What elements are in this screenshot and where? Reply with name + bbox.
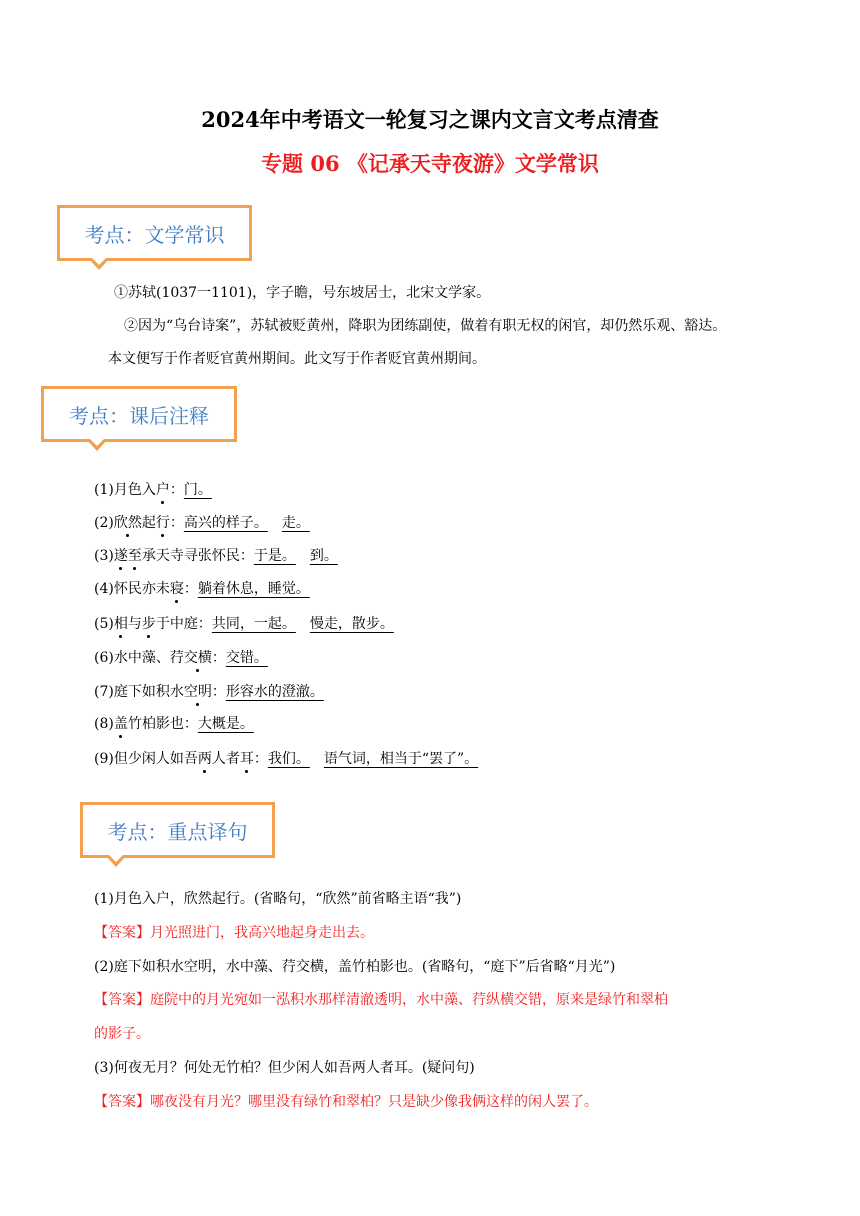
emphasis-char: 遂 — [113, 548, 128, 564]
emphasis-char: 空明 — [183, 684, 212, 700]
annotation-item: (9)但少闲人如吾两人者耳：我们。 语气词，相当于“罢了”。 — [94, 751, 479, 767]
annotation-answer: 于是。 — [253, 548, 296, 564]
emphasis-char: 行 — [155, 515, 170, 531]
annotation-answer: 我们。 — [267, 751, 310, 767]
annotation-answer: 语气词，相当于“罢了”。 — [323, 751, 479, 767]
emphasis-char: 交横 — [183, 650, 212, 666]
annotation-item: (6)水中藻、荇交横：交错。 — [94, 650, 268, 666]
annotation-answer: 到。 — [309, 548, 338, 564]
annotation-answer: 形容水的澄澈。 — [225, 684, 324, 700]
document-title: 2024年中考语文一轮复习之课内文言文考点清查 — [201, 107, 659, 132]
answer-line: 【答案】庭院中的月光宛如一泓积水那样清澈透明，水中藻、荇纵横交错，原来是绿竹和翠柏 — [94, 992, 668, 1008]
annotation-item: (7)庭下如积水空明：形容水的澄澈。 — [94, 684, 324, 700]
emphasis-char: 寝 — [169, 581, 184, 597]
annotation-answer: 躺着休息，睡觉。 — [197, 581, 310, 597]
emphasis-char: 欣然 — [113, 515, 142, 531]
annotation-answer: 大概是。 — [197, 716, 254, 732]
document-subtitle: 专题 06 《记承天寺夜游》文学常识 — [261, 151, 599, 176]
annotation-answer: 共同，一起。 — [211, 616, 296, 632]
annotation-answer: 交错。 — [225, 650, 268, 666]
emphasis-char: 至 — [127, 548, 142, 564]
section-tag-annotations — [41, 386, 237, 442]
answer-line: 【答案】月光照进门，我高兴地起身走出去。 — [94, 925, 374, 941]
annotation-item: (5)相与步于中庭：共同，一起。 慢走，散步。 — [94, 616, 394, 632]
annotation-item: (8)盖竹柏影也：大概是。 — [94, 716, 254, 732]
annotation-item: (1)月色入户：门。 — [94, 482, 212, 498]
annotation-item: (2)欣然起行：高兴的样子。 走。 — [94, 515, 310, 531]
answer-line: 【答案】哪夜没有月光？哪里没有绿竹和翠柏？只是缺少像我俩这样的闲人罢了。 — [94, 1094, 598, 1110]
annotation-answer: 慢走，散步。 — [309, 616, 394, 632]
section-tag-label: 考点：重点译句 — [107, 819, 248, 844]
annotation-answer: 高兴的样子。 — [183, 515, 268, 531]
paragraph-line: 本文便写于作者贬官黄州期间。此文写于作者贬官黄州期间。 — [108, 351, 486, 367]
annotation-answer: 走。 — [281, 515, 310, 531]
section-tag-literary-knowledge — [57, 205, 252, 261]
paragraph-line: ①苏轼(1037一1101)，字子瞻，号东坡居士，北宋文学家。 — [114, 285, 491, 301]
answer-line: 的影子。 — [94, 1026, 150, 1042]
section-tag-key-translation — [80, 802, 275, 858]
section-tag-label: 考点：文学常识 — [84, 222, 225, 247]
emphasis-char: 户 — [155, 482, 170, 498]
question-line: (3)何夜无月？何处无竹柏？但少闲人如吾两人者耳。(疑问句) — [94, 1060, 475, 1076]
emphasis-char: 耳 — [239, 751, 254, 767]
question-line: (2)庭下如积水空明，水中藻、荇交横，盖竹柏影也。(省略句，“庭下”后省略“月光”) — [94, 959, 616, 975]
paragraph-line: ②因为“乌台诗案”，苏轼被贬黄州，降职为团练副使，做着有职无权的闲官，却仍然乐观、豁达。 — [124, 318, 727, 334]
annotation-item: (3)遂至承天寺寻张怀民：于是。 到。 — [94, 548, 338, 564]
emphasis-char: 相 — [113, 616, 128, 632]
emphasis-char: 步 — [141, 616, 156, 632]
question-line: (1)月色入户，欣然起行。(省略句，“欣然”前省略主语“我”) — [94, 891, 462, 907]
emphasis-char: 盖 — [113, 716, 128, 732]
emphasis-char: 吾两人 — [183, 751, 226, 767]
annotation-answer: 门。 — [183, 482, 212, 498]
section-tag-label: 考点：课后注释 — [69, 403, 209, 428]
annotation-item: (4)怀民亦未寝：躺着休息，睡觉。 — [94, 581, 310, 597]
